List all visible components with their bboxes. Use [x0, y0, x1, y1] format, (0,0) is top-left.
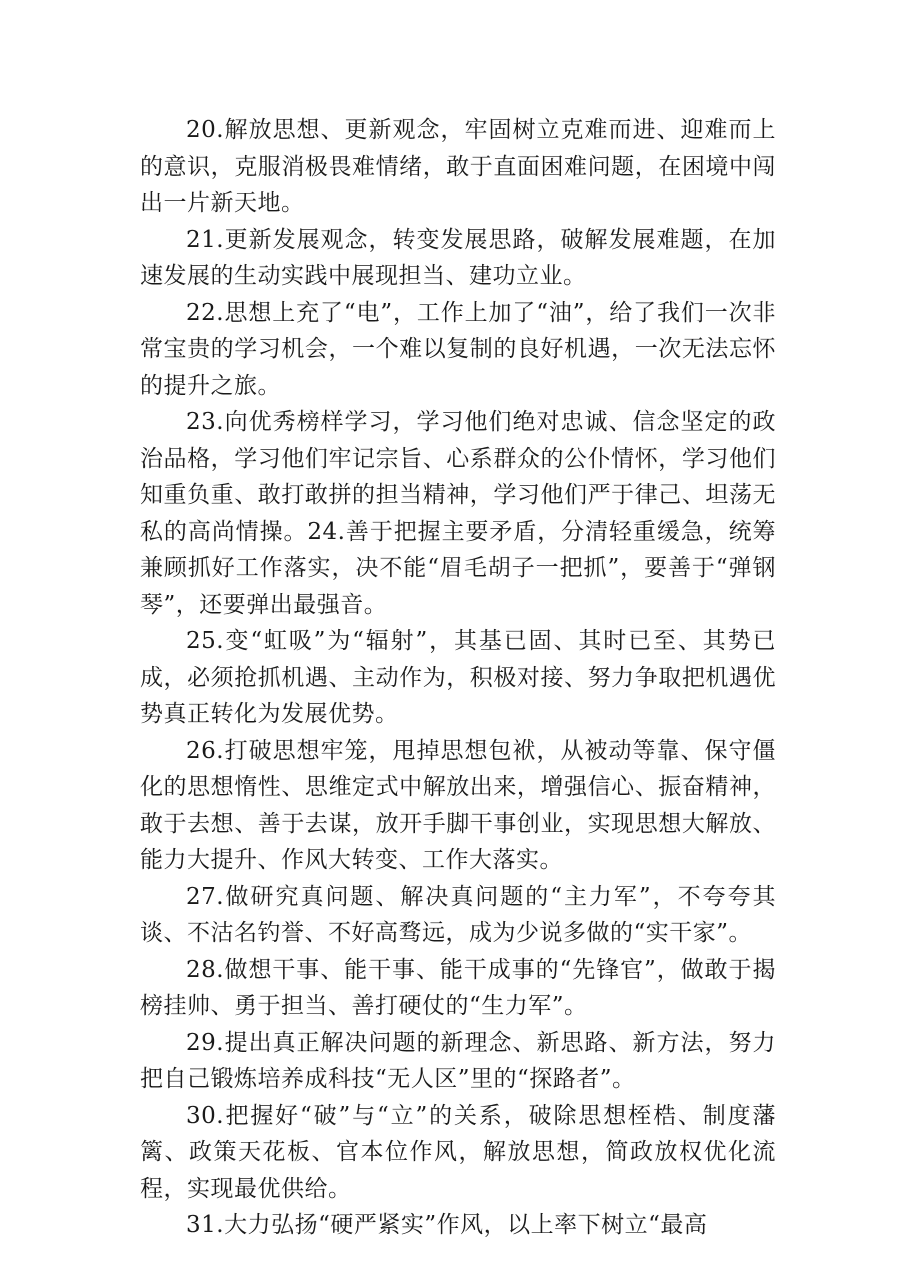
paragraph-23-24: 23.向优秀榜样学习，学习他们绝对忠诚、信念坚定的政治品格，学习他们牢记宗旨、心系群众的公仆情怀，学习他们知重负重、敢打敢拼的担当精神，学习他们严于律己、坦荡无私的高尚情操。24.善于把握主要矛盾，分清轻重缓急，统筹兼顾抓好工作落实，决不能“眉毛胡子一把抓”，要善于“弹钢琴”，还要弹出最强音。: [140, 409, 776, 618]
paragraph-28: 28.做想干事、能干事、能干成事的“先锋官”，做敢于揭榜挂帅、勇于担当、善打硬仗的“生力军”。: [140, 956, 776, 1019]
paragraph-20: 20.解放思想、更新观念，牢固树立克难而进、迎难而上的意识，克服消极畏难情绪，敢于直面困难问题，在困境中闯出一片新天地。: [140, 117, 776, 216]
paragraph-26: 26.打破思想牢笼，甩掉思想包袱，从被动等靠、保守僵化的思想惰性、思维定式中解放出来，增强信心、振奋精神，敢于去想、善于去谋，放开手脚干事创业，实现思想大解放、能力大提升、作风大转变、工作大落实。: [140, 737, 776, 873]
document-body: [140, 112, 776, 1244]
paragraph-25: 25.变“虹吸”为“辐射”，其基已固、其时已至、其势已成，必须抢抓机遇、主动作为，积极对接、努力争取把机遇优势真正转化为发展优势。: [140, 628, 776, 727]
paragraph-22: 22.思想上充了“电”，工作上加了“油”，给了我们一次非常宝贵的学习机会，一个难以复制的良好机遇，一次无法忘怀的提升之旅。: [140, 299, 776, 399]
paragraph-27: 27.做研究真问题、解决真问题的“主力军”，不夸夸其谈、不沽名钓誉、不好高骛远，成为少说多做的“实干家”。: [140, 883, 776, 946]
paragraph-30: 30.把握好“破”与“立”的关系，破除思想桎梏、制度藩篱、政策天花板、官本位作风，解放思想，简政放权优化流程，实现最优供给。: [140, 1102, 776, 1202]
paragraph-21: 21.更新发展观念，转变发展思路，破解发展难题，在加速发展的生动实践中展现担当、建功立业。: [140, 226, 776, 289]
paragraph-31: 31.大力弘扬“硬严紧实”作风，以上率下树立“最高: [186, 1212, 708, 1238]
paragraph-29: 29.提出真正解决问题的新理念、新思路、新方法，努力把自己锻炼培养成科技“无人区”里的“探路者”。: [140, 1029, 776, 1092]
